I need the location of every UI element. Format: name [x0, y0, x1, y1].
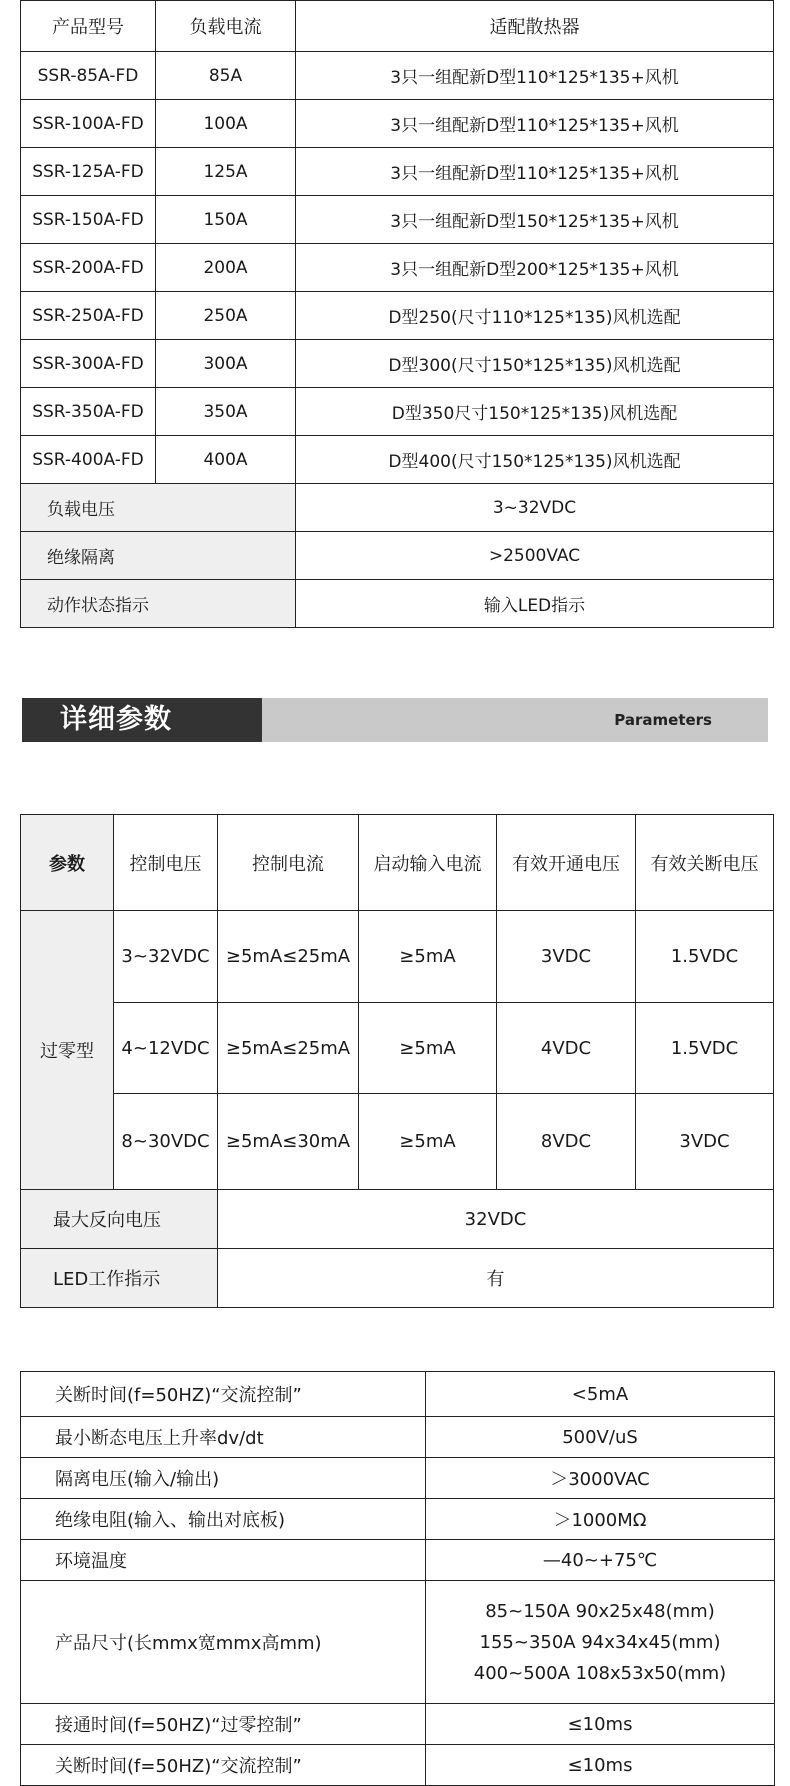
header-start-current: 启动输入电流	[359, 815, 497, 911]
turn-on-voltage-cell: 3VDC	[497, 911, 636, 1003]
table-header-row	[21, 1, 774, 52]
model-cell: SSR-250A-FD	[21, 292, 156, 340]
current-cell: 200A	[156, 244, 296, 292]
control-current-cell: ≥5mA≤25mA	[218, 1003, 359, 1094]
heatsink-cell: D型250(尺寸110*125*135)风机选配	[296, 292, 774, 340]
table-row	[21, 1094, 774, 1190]
header-turn-on-voltage: 有效开通电压	[497, 815, 636, 911]
table-row	[21, 1540, 775, 1581]
spec-label: 产品尺寸(长mmx宽mmx高mm)	[21, 1581, 426, 1704]
spec-label: 绝缘隔离	[21, 532, 296, 580]
spec-label: 隔离电压(输入/输出)	[21, 1458, 426, 1499]
spec-value: 输入LED指示	[296, 580, 774, 628]
spec-row-load-voltage	[21, 484, 774, 532]
table-row	[21, 340, 774, 388]
header-load-current: 负载电流	[156, 1, 296, 52]
spec-value: 有	[218, 1249, 774, 1308]
header-heatsink: 适配散热器	[296, 1, 774, 52]
size-line: 155~350A 94x34x45(mm)	[479, 1631, 721, 1653]
spec-value: —40~+75℃	[426, 1540, 775, 1581]
heatsink-cell: D型350尺寸150*125*135)风机选配	[296, 388, 774, 436]
current-cell: 150A	[156, 196, 296, 244]
table-row	[21, 1704, 775, 1745]
table-row	[21, 196, 774, 244]
current-cell: 300A	[156, 340, 296, 388]
current-cell: 350A	[156, 388, 296, 436]
heatsink-cell: 3只一组配新D型110*125*135+风机	[296, 52, 774, 100]
electrical-spec-table	[20, 1371, 775, 1786]
group-label: 过零型	[21, 911, 114, 1190]
table-row	[21, 1745, 775, 1786]
spec-label: 环境温度	[21, 1540, 426, 1581]
turn-on-voltage-cell: 4VDC	[497, 1003, 636, 1094]
spec-label: 接通时间(f=50HZ)“过零控制”	[21, 1704, 426, 1745]
control-voltage-cell: 8~30VDC	[114, 1094, 218, 1190]
start-current-cell: ≥5mA	[359, 1094, 497, 1190]
table-row	[21, 388, 774, 436]
table-header-row	[21, 815, 774, 911]
heatsink-cell: D型400(尺寸150*125*135)风机选配	[296, 436, 774, 484]
current-cell: 250A	[156, 292, 296, 340]
turn-off-voltage-cell: 1.5VDC	[636, 911, 774, 1003]
spec-value: ＞3000VAC	[426, 1458, 775, 1499]
spec-value: ≤10ms	[426, 1704, 775, 1745]
spec-row-status-indicator	[21, 580, 774, 628]
spec-row-led-indicator	[21, 1249, 774, 1308]
start-current-cell: ≥5mA	[359, 1003, 497, 1094]
spec-value: 3~32VDC	[296, 484, 774, 532]
control-current-cell: ≥5mA≤30mA	[218, 1094, 359, 1190]
table-row	[21, 148, 774, 196]
spec-row-insulation	[21, 532, 774, 580]
spec-row-max-reverse-voltage	[21, 1190, 774, 1249]
model-heatsink-table	[20, 0, 774, 628]
size-line: 400~500A 108x53x50(mm)	[473, 1662, 727, 1684]
table-row	[21, 1003, 774, 1094]
section-banner-bar	[262, 698, 768, 742]
spec-value: >2500VAC	[296, 532, 774, 580]
current-cell: 400A	[156, 436, 296, 484]
table-row	[21, 1372, 775, 1417]
model-cell: SSR-350A-FD	[21, 388, 156, 436]
spec-label: 关断时间(f=50HZ)“交流控制”	[21, 1745, 426, 1786]
table-row	[21, 100, 774, 148]
spec-label: 绝缘电阻(输入、输出对底板)	[21, 1499, 426, 1540]
spec-label: 动作状态指示	[21, 580, 296, 628]
size-values	[426, 1581, 775, 1704]
control-current-cell: ≥5mA≤25mA	[218, 911, 359, 1003]
turn-off-voltage-cell: 3VDC	[636, 1094, 774, 1190]
table-row	[21, 52, 774, 100]
table-row	[21, 1417, 775, 1458]
spec-label: 最大反向电压	[21, 1190, 218, 1249]
table-row	[21, 436, 774, 484]
model-cell: SSR-100A-FD	[21, 100, 156, 148]
heatsink-cell: 3只一组配新D型150*125*135+风机	[296, 196, 774, 244]
model-cell: SSR-125A-FD	[21, 148, 156, 196]
table-row	[21, 1458, 775, 1499]
parameters-table	[20, 814, 774, 1308]
current-cell: 100A	[156, 100, 296, 148]
section-banner	[22, 698, 768, 742]
spec-label: LED工作指示	[21, 1249, 218, 1308]
header-model: 产品型号	[21, 1, 156, 52]
heatsink-cell: 3只一组配新D型110*125*135+风机	[296, 148, 774, 196]
spec-value: ≤10ms	[426, 1745, 775, 1786]
heatsink-cell: D型300(尺寸150*125*135)风机选配	[296, 340, 774, 388]
spec-label: 关断时间(f=50HZ)“交流控制”	[21, 1372, 426, 1417]
model-cell: SSR-300A-FD	[21, 340, 156, 388]
table-row	[21, 292, 774, 340]
size-line: 85~150A 90x25x48(mm)	[485, 1600, 715, 1622]
model-cell: SSR-85A-FD	[21, 52, 156, 100]
section-subtitle: Parameters	[614, 711, 712, 729]
model-cell: SSR-200A-FD	[21, 244, 156, 292]
spec-label: 负载电压	[21, 484, 296, 532]
control-voltage-cell: 3~32VDC	[114, 911, 218, 1003]
spec-label: 最小断态电压上升率dv/dt	[21, 1417, 426, 1458]
heatsink-cell: 3只一组配新D型110*125*135+风机	[296, 100, 774, 148]
header-control-voltage: 控制电压	[114, 815, 218, 911]
table-row	[21, 1499, 775, 1540]
model-cell: SSR-150A-FD	[21, 196, 156, 244]
turn-off-voltage-cell: 1.5VDC	[636, 1003, 774, 1094]
header-control-current: 控制电流	[218, 815, 359, 911]
current-cell: 85A	[156, 52, 296, 100]
current-cell: 125A	[156, 148, 296, 196]
control-voltage-cell: 4~12VDC	[114, 1003, 218, 1094]
spec-value: <5mA	[426, 1372, 775, 1417]
table-row	[21, 244, 774, 292]
model-cell: SSR-400A-FD	[21, 436, 156, 484]
heatsink-cell: 3只一组配新D型200*125*135+风机	[296, 244, 774, 292]
table-row-product-size	[21, 1581, 775, 1704]
spec-value: ＞1000MΩ	[426, 1499, 775, 1540]
section-title: 详细参数	[22, 698, 262, 742]
spec-value: 500V/uS	[426, 1417, 775, 1458]
start-current-cell: ≥5mA	[359, 911, 497, 1003]
header-param: 参数	[21, 815, 114, 911]
header-turn-off-voltage: 有效关断电压	[636, 815, 774, 911]
spec-value: 32VDC	[218, 1190, 774, 1249]
table-row	[21, 911, 774, 1003]
turn-on-voltage-cell: 8VDC	[497, 1094, 636, 1190]
